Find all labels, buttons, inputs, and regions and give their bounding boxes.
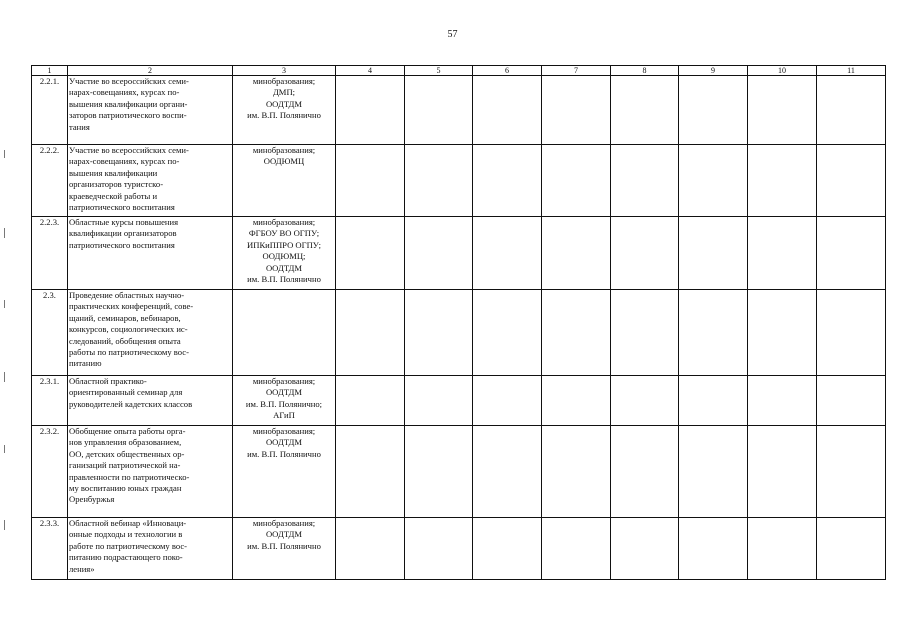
empty-cell-col-9	[679, 217, 748, 290]
activity-name-line: Оренбуржья	[69, 494, 115, 505]
table-row	[32, 76, 886, 145]
column-header-5: 5	[405, 66, 473, 76]
activity-name-line: организаторов туристско-	[69, 179, 164, 190]
empty-cell-col-10	[748, 376, 817, 426]
activity-name	[68, 426, 233, 518]
empty-cell-col-4	[336, 76, 405, 145]
empty-cell-col-8	[611, 518, 679, 580]
activity-name-line: ления»	[69, 563, 95, 574]
header-row	[32, 66, 886, 76]
plan-table	[31, 65, 886, 580]
empty-cell-col-4	[336, 376, 405, 426]
executor-line: им. В.П. Полянично	[247, 540, 321, 551]
empty-cell-col-6	[473, 426, 542, 518]
activity-name-line: Обобщение опыта работы орга-	[69, 426, 186, 436]
activity-name-line: руководителей кадетских классов	[69, 398, 193, 409]
row-number: 2.3.3.	[32, 518, 68, 580]
activity-name-line: ОО, детских общественных ор-	[69, 448, 185, 459]
activity-name-line: щаний, семинаров, вебинаров,	[69, 312, 181, 323]
empty-cell-col-7	[542, 217, 611, 290]
activity-name-line: работы по патриотическому вос-	[69, 347, 189, 358]
activity-name-line: Областные курсы повышения	[69, 217, 179, 227]
activity-name-line: практических конференций, сове-	[69, 301, 194, 312]
empty-cell-col-8	[611, 376, 679, 426]
activity-name-line: Участие во всероссийских семи-	[69, 76, 189, 86]
empty-cell-col-6	[473, 217, 542, 290]
executor-line: им. В.П. Полянично	[247, 448, 321, 459]
empty-cell-col-7	[542, 426, 611, 518]
empty-cell-col-11	[817, 290, 886, 376]
activity-name-line: тания	[69, 121, 90, 132]
activity-name	[68, 290, 233, 376]
activity-name	[68, 518, 233, 580]
empty-cell-col-9	[679, 76, 748, 145]
empty-cell-col-5	[405, 426, 473, 518]
empty-cell-col-11	[817, 426, 886, 518]
empty-cell-col-6	[473, 76, 542, 145]
column-header-9: 9	[679, 66, 748, 76]
activity-name-line: нов управления образованием,	[69, 437, 182, 448]
activity-name-line: квалификации организаторов	[69, 228, 177, 239]
activity-name-line: Областной практико-	[69, 376, 147, 386]
executors	[233, 217, 336, 290]
activity-name-line: Проведение областных научно-	[69, 290, 185, 300]
empty-cell-col-11	[817, 376, 886, 426]
table-row	[32, 376, 886, 426]
executor-line: им. В.П. Полянично	[247, 274, 321, 285]
column-header-3: 3	[233, 66, 336, 76]
empty-cell-col-9	[679, 290, 748, 376]
empty-cell-col-6	[473, 518, 542, 580]
empty-cell-col-9	[679, 145, 748, 217]
table-row	[32, 145, 886, 217]
executor-line: ООДЮМЦ;	[262, 251, 306, 262]
activity-name-line: ганизаций патриотической на-	[69, 460, 181, 471]
activity-name-line: питанию	[69, 358, 102, 369]
executor-line: минобразования;	[252, 145, 316, 155]
empty-cell-col-10	[748, 145, 817, 217]
activity-name-line: Участие во всероссийских семи-	[69, 145, 189, 155]
activity-name-line: онные подходы и технологии в	[69, 529, 183, 540]
empty-cell-col-5	[405, 145, 473, 217]
executor-line: ООДТДМ	[265, 262, 303, 273]
column-header-6: 6	[473, 66, 542, 76]
executor-line: минобразования;	[252, 376, 316, 386]
table-row	[32, 217, 886, 290]
table-row	[32, 518, 886, 580]
activity-name	[68, 217, 233, 290]
empty-cell-col-4	[336, 290, 405, 376]
executor-line: ООДТДМ	[265, 387, 303, 398]
empty-cell-col-5	[405, 76, 473, 145]
row-number: 2.2.2.	[32, 145, 68, 217]
activity-name-line: вышения квалификации органи-	[69, 98, 188, 109]
executor-line: ООДТДМ	[265, 529, 303, 540]
activity-name-line: следований, обобщения опыта	[69, 335, 181, 346]
activity-name-line: заторов патриотического воспи-	[69, 110, 187, 121]
executor-line: ООДЮМЦ	[263, 156, 305, 167]
empty-cell-col-8	[611, 426, 679, 518]
empty-cell-col-10	[748, 426, 817, 518]
empty-cell-col-4	[336, 426, 405, 518]
empty-cell-col-5	[405, 217, 473, 290]
row-number: 2.2.1.	[32, 76, 68, 145]
empty-cell-col-11	[817, 518, 886, 580]
executor-line: ДМП;	[272, 87, 296, 98]
empty-cell-col-8	[611, 145, 679, 217]
empty-cell-col-5	[405, 518, 473, 580]
executor-line: минобразования;	[252, 426, 316, 436]
executor-line: им. В.П. Полянично;	[245, 398, 323, 409]
executor-line: ИПКиППРО ОГПУ;	[247, 239, 321, 250]
empty-cell-col-11	[817, 217, 886, 290]
activity-name	[68, 145, 233, 217]
empty-cell-col-7	[542, 376, 611, 426]
executors	[233, 376, 336, 426]
column-header-1: 1	[32, 66, 68, 76]
empty-cell-col-7	[542, 518, 611, 580]
executors	[233, 518, 336, 580]
column-header-2: 2	[68, 66, 233, 76]
empty-cell-col-4	[336, 518, 405, 580]
empty-cell-col-4	[336, 217, 405, 290]
activity-name-line: краеведческой работы и	[69, 190, 158, 201]
empty-cell-col-6	[473, 145, 542, 217]
empty-cell-col-10	[748, 290, 817, 376]
empty-cell-col-11	[817, 76, 886, 145]
activity-name-line: Областной вебинар «Инноваци-	[69, 518, 187, 528]
empty-cell-col-11	[817, 145, 886, 217]
table-row	[32, 290, 886, 376]
empty-cell-col-5	[405, 290, 473, 376]
column-header-8: 8	[611, 66, 679, 76]
activity-name-line: нарах-совещаниях, курсах по-	[69, 156, 180, 167]
executor-line: ФГБОУ ВО ОГПУ;	[248, 228, 320, 239]
executor-line: ООДТДМ	[265, 437, 303, 448]
table-row	[32, 426, 886, 518]
activity-name	[68, 376, 233, 426]
executor-line: ООДТДМ	[265, 98, 303, 109]
executors	[233, 290, 336, 376]
empty-cell-col-9	[679, 376, 748, 426]
executor-line: АГиП	[273, 410, 295, 421]
column-header-11: 11	[817, 66, 886, 76]
empty-cell-col-9	[679, 518, 748, 580]
activity-name-line: ориентированный семинар для	[69, 387, 183, 398]
executor-line: минобразования;	[252, 76, 316, 86]
empty-cell-col-8	[611, 76, 679, 145]
activity-name-line: му воспитанию юных граждан	[69, 483, 182, 494]
margin-marks	[4, 0, 7, 640]
row-number: 2.3.	[32, 290, 68, 376]
page-number: 57	[447, 29, 458, 40]
executors	[233, 145, 336, 217]
executors	[233, 426, 336, 518]
executors	[233, 76, 336, 145]
empty-cell-col-5	[405, 376, 473, 426]
row-number: 2.2.3.	[32, 217, 68, 290]
activity-name-line: конкурсов, социологических ис-	[69, 324, 188, 335]
executor-line: минобразования;	[252, 217, 316, 227]
activity-name-line: нарах-совещаниях, курсах по-	[69, 87, 180, 98]
activity-name-line: вышения квалификации	[69, 167, 158, 178]
row-number: 2.3.2.	[32, 426, 68, 518]
empty-cell-col-6	[473, 376, 542, 426]
empty-cell-col-10	[748, 518, 817, 580]
empty-cell-col-10	[748, 76, 817, 145]
empty-cell-col-10	[748, 217, 817, 290]
activity-name-line: правленности по патриотическо-	[69, 471, 190, 482]
empty-cell-col-4	[336, 145, 405, 217]
activity-name-line: работе по патриотическому вос-	[69, 540, 188, 551]
empty-cell-col-9	[679, 426, 748, 518]
column-header-4: 4	[336, 66, 405, 76]
empty-cell-col-7	[542, 145, 611, 217]
activity-name-line: питанию подрастающего поко-	[69, 552, 183, 563]
activity-name-line: патриотического воспитания	[69, 202, 175, 213]
column-header-7: 7	[542, 66, 611, 76]
empty-cell-col-8	[611, 290, 679, 376]
executor-line: им. В.П. Полянично	[247, 110, 321, 121]
executor-line: минобразования;	[252, 518, 316, 528]
row-number: 2.3.1.	[32, 376, 68, 426]
empty-cell-col-8	[611, 217, 679, 290]
column-header-10: 10	[748, 66, 817, 76]
activity-name-line: патриотического воспитания	[69, 239, 175, 250]
empty-cell-col-6	[473, 290, 542, 376]
activity-name	[68, 76, 233, 145]
empty-cell-col-7	[542, 290, 611, 376]
empty-cell-col-7	[542, 76, 611, 145]
